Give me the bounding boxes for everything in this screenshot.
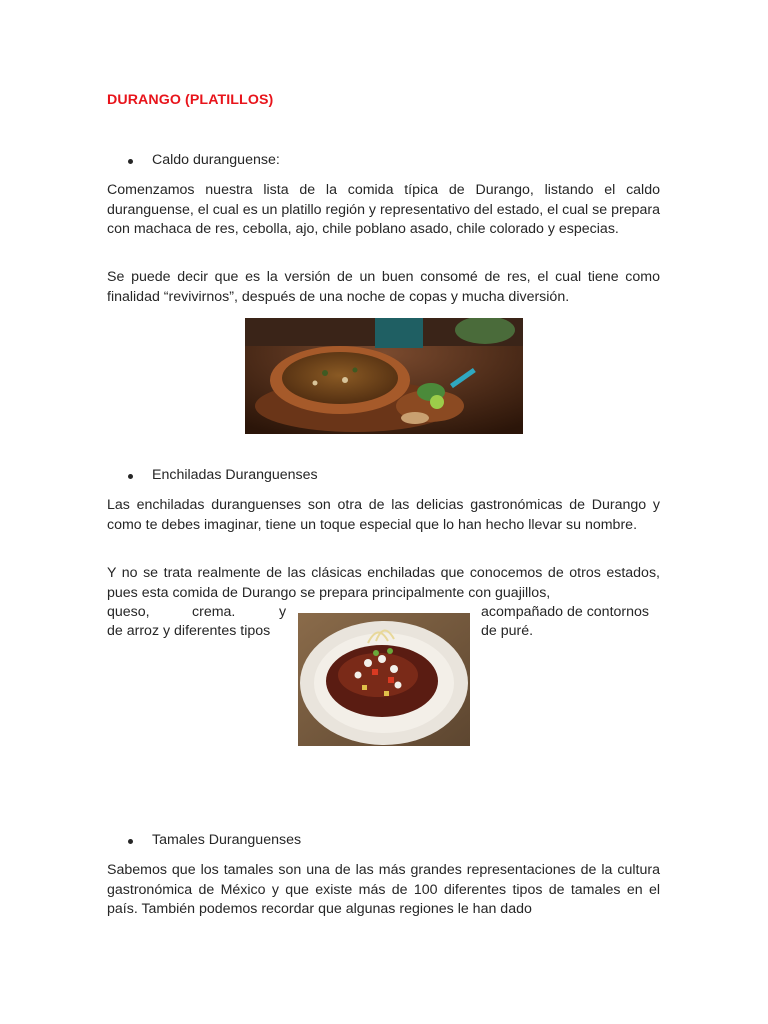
- paragraph: Y no se trata realmente de las clásicas enchiladas que conocemos de otros estados, pues esta comida de Durango se prepara principalmente con guajillos,: [107, 565, 660, 601]
- bullet-dot: [128, 474, 133, 479]
- wrap-text: crema.: [192, 604, 236, 620]
- bullet-dot: [128, 839, 133, 844]
- paragraph: Las enchiladas duranguenses son otra de las delicias gastronómicas de Durango y como te debes imaginar, tiene un toque especial que lo han hecho llevar su nombre.: [107, 497, 660, 533]
- section-heading: Tamales Duranguenses: [152, 832, 302, 848]
- wrap-text: queso,: [107, 604, 150, 620]
- section-heading: Caldo duranguense:: [152, 152, 280, 168]
- wrap-text: de puré.: [481, 623, 534, 639]
- paragraph: Sabemos que los tamales son una de las más grandes representaciones de la cultura gastronómica de México y que existe más de 100 diferentes tipos de tamales en el país. También podemos recordar que algunas regiones le han dado: [107, 862, 660, 917]
- caldo-photo: [245, 318, 523, 434]
- wrap-text: y: [279, 604, 287, 620]
- wrap-text: de arroz y diferentes tipos: [107, 623, 271, 639]
- paragraph: Se puede decir que es la versión de un buen consomé de res, el cual tiene como finalidad “revivirnos”, después de una noche de copas y mucha diversión.: [107, 269, 660, 305]
- paragraph: Comenzamos nuestra lista de la comida típica de Durango, listando el caldo duranguense, el cual es un platillo región y representativo del estado, el cual se prepara con machaca de res, cebolla, ajo, chile poblano asado, chile colorado y especias.: [107, 182, 660, 237]
- wrap-text: acompañado de contornos: [481, 604, 650, 620]
- enchiladas-photo: [298, 613, 470, 746]
- bullet-dot: [128, 159, 133, 164]
- section-heading: Enchiladas Duranguenses: [152, 467, 318, 483]
- page-title: DURANGO (PLATILLOS): [107, 92, 274, 108]
